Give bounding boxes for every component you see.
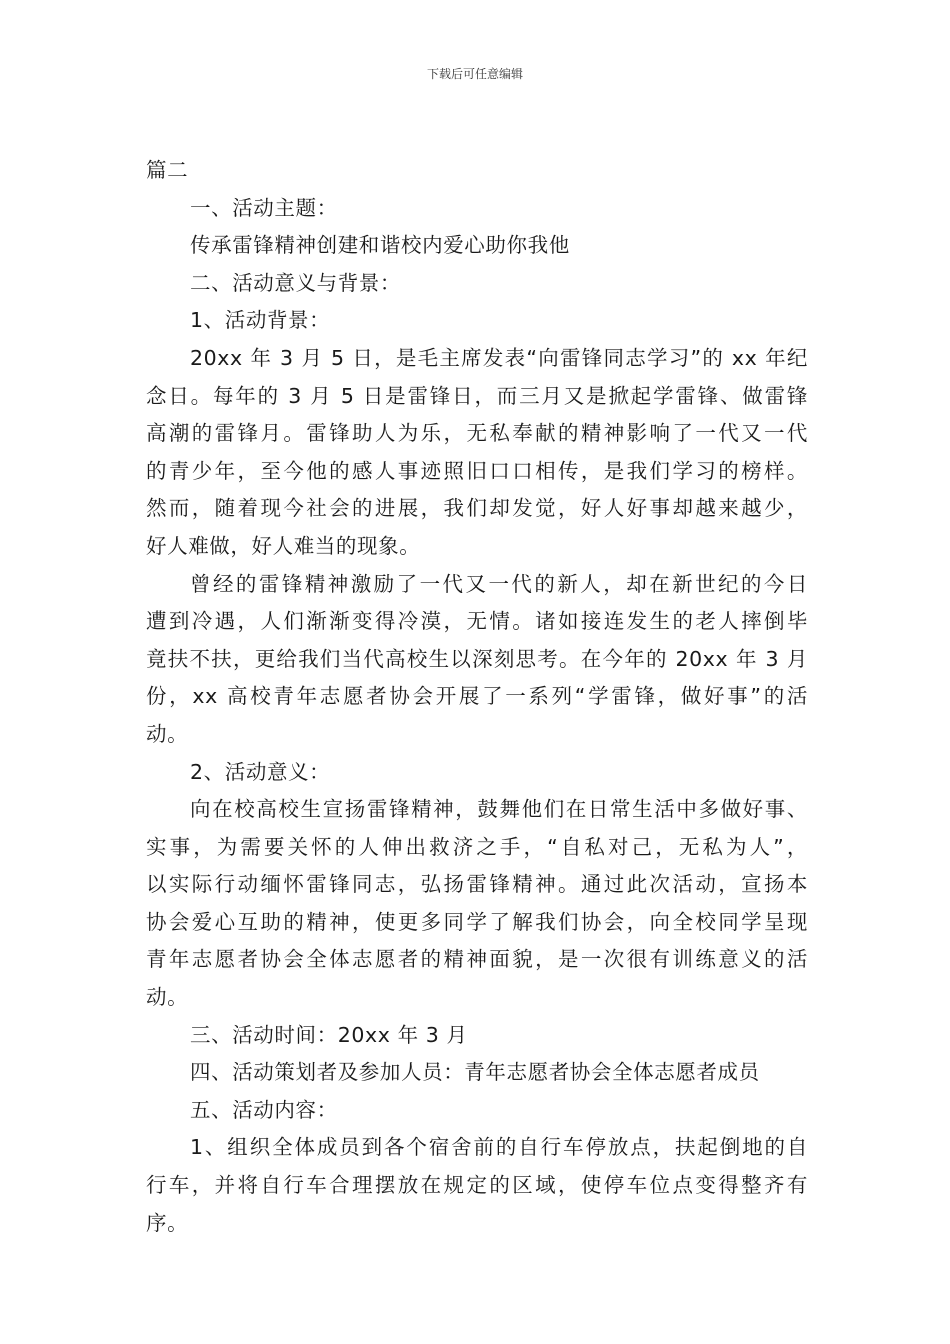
paragraph-line: 动。 bbox=[146, 985, 189, 1010]
paragraph-lei-feng-spirit bbox=[146, 566, 808, 754]
paragraph-background bbox=[146, 340, 808, 566]
paragraph-line: 行车，并将自行车合理摆放在规定的区域，使停车位点变得整齐有 bbox=[146, 1173, 808, 1198]
document-body bbox=[146, 152, 808, 1242]
paragraph-significance bbox=[146, 791, 808, 1017]
header-note: 下载后可任意编辑 bbox=[426, 67, 523, 81]
heading-activity-time: 三、活动时间：20xx 年 3 月 bbox=[190, 1022, 468, 1047]
paragraph-line: 序。 bbox=[146, 1210, 189, 1235]
paragraph-line: 的青少年，至今他的感人事迹照旧口口相传，是我们学习的榜样。 bbox=[146, 458, 808, 483]
paragraph-line: 实事，为需要关怀的人伸出救济之手，“自私对己，无私为人”， bbox=[146, 834, 808, 859]
paragraph-line: 协会爱心互助的精神，使更多同学了解我们协会，向全校同学呈现 bbox=[146, 909, 808, 934]
paragraph-content-item-1 bbox=[146, 1129, 808, 1242]
activity-theme-text: 传承雷锋精神创建和谐校内爱心助你我他 bbox=[190, 233, 570, 258]
paragraph-line: 好人难做，好人难当的现象。 bbox=[146, 533, 421, 558]
paragraph-line: 20xx 年 3 月 5 日，是毛主席发表“向雷锋同志学习”的 xx 年纪 bbox=[190, 345, 808, 370]
heading-significance-background: 二、活动意义与背景： bbox=[190, 270, 401, 295]
paragraph-line: 份，xx 高校青年志愿者协会开展了一系列“学雷锋，做好事”的活 bbox=[146, 684, 808, 709]
paragraph-line: 向在校高校生宣扬雷锋精神，鼓舞他们在日常生活中多做好事、 bbox=[190, 797, 808, 822]
paragraph-line: 高潮的雷锋月。雷锋助人为乐，无私奉献的精神影响了一代又一代 bbox=[146, 421, 808, 446]
heading-organizers: 四、活动策划者及参加人员：青年志愿者协会全体志愿者成员 bbox=[190, 1060, 760, 1085]
heading-activity-content: 五、活动内容： bbox=[190, 1097, 338, 1122]
subheading-background: 1、活动背景： bbox=[190, 308, 331, 333]
paragraph-line: 遭到冷遇，人们渐渐变得冷漠，无情。诸如接连发生的老人摔倒毕 bbox=[146, 609, 808, 634]
paragraph-line: 竟扶不扶，更给我们当代高校生以深刻思考。在今年的 20xx 年 3 月 bbox=[146, 646, 808, 671]
paragraph-line: 青年志愿者协会全体志愿者的精神面貌，是一次很有训练意义的活 bbox=[146, 947, 808, 972]
section-title: 篇二 bbox=[146, 158, 189, 182]
subheading-significance: 2、活动意义： bbox=[190, 759, 331, 784]
heading-activity-theme: 一、活动主题： bbox=[190, 195, 338, 220]
paragraph-line: 1、组织全体成员到各个宿舍前的自行车停放点，扶起倒地的自 bbox=[190, 1135, 808, 1160]
paragraph-line: 动。 bbox=[146, 721, 189, 746]
paragraph-line: 然而，随着现今社会的进展，我们却发觉，好人好事却越来越少， bbox=[146, 496, 808, 521]
paragraph-line: 以实际行动缅怀雷锋同志，弘扬雷锋精神。通过此次活动，宣扬本 bbox=[146, 872, 808, 897]
paragraph-line: 曾经的雷锋精神激励了一代又一代的新人，却在新世纪的今日 bbox=[190, 571, 808, 596]
paragraph-line: 念日。每年的 3 月 5 日是雷锋日，而三月又是掀起学雷锋、做雷锋 bbox=[146, 383, 808, 408]
